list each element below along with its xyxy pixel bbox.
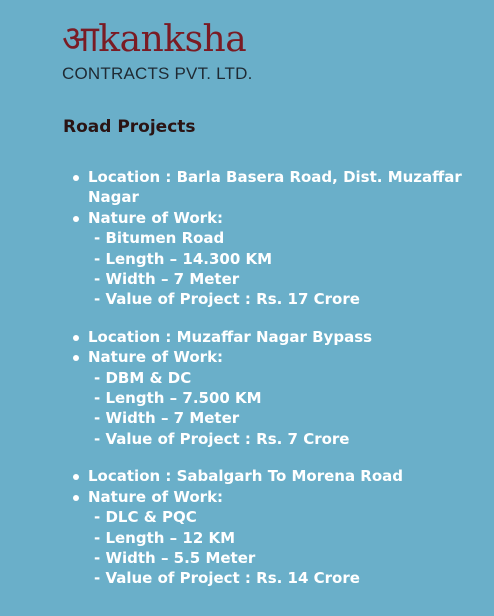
project-item: [70, 466, 470, 588]
project-nature: [70, 208, 470, 228]
project-length: - Length – 7.500 KM: [94, 389, 262, 408]
project-nature-text: Nature of Work:: [88, 208, 224, 227]
project-width: - Width – 5.5 Meter: [94, 548, 256, 567]
logo-wordmark: आkanksha: [62, 19, 247, 60]
project-work-type: - DLC & PQC: [94, 508, 197, 527]
bullet-icon: [73, 335, 79, 341]
section-title: Road Projects: [63, 117, 196, 137]
project-location-text: Location : Sabalgarh To Morena Road: [88, 467, 404, 486]
project-location: [70, 327, 470, 347]
project-work-type: - DBM & DC: [94, 368, 192, 387]
project-location-text: Location : Muzaffar Nagar Bypass: [88, 327, 373, 346]
project-nature-text: Nature of Work:: [88, 487, 224, 506]
project-item: [70, 167, 470, 310]
project-value: - Value of Project : Rs. 14 Crore: [94, 569, 360, 588]
project-value: - Value of Project : Rs. 17 Crore: [94, 290, 360, 309]
project-item: [70, 327, 470, 449]
project-nature-text: Nature of Work:: [88, 348, 224, 367]
logo-subtitle: CONTRACTS PVT. LTD.: [62, 64, 253, 83]
project-length: - Length – 12 KM: [94, 528, 236, 547]
project-list: [70, 167, 470, 606]
project-width: - Width – 7 Meter: [94, 270, 240, 289]
bullet-icon: [73, 355, 79, 361]
project-work-type: - Bitumen Road: [94, 229, 225, 248]
project-value: - Value of Project : Rs. 7 Crore: [94, 429, 350, 448]
project-location: [70, 466, 470, 486]
project-location-text: Location : Barla Basera Road, Dist. Muzaffar Nagar: [88, 168, 462, 207]
bullet-icon: [73, 495, 79, 501]
project-width: - Width – 7 Meter: [94, 409, 240, 428]
project-nature: [70, 487, 470, 507]
bullet-icon: [73, 216, 79, 222]
project-length: - Length – 14.300 KM: [94, 249, 273, 268]
project-nature: [70, 347, 470, 367]
bullet-icon: [73, 474, 79, 480]
bullet-icon: [73, 175, 79, 181]
company-logo[interactable]: [62, 18, 253, 84]
project-location: [70, 167, 470, 208]
